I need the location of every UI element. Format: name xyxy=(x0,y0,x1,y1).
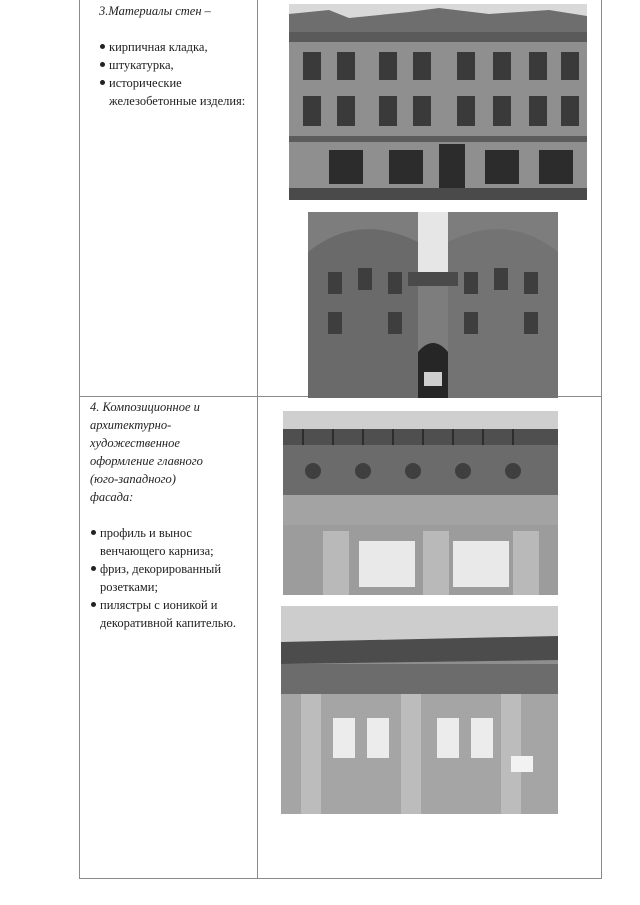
list-item: фриз, декорированный розетками; xyxy=(90,560,250,596)
photo-facade-pilasters xyxy=(281,606,558,814)
section4-heading-line: оформление главного xyxy=(90,454,203,468)
section3-heading: 3.Материалы стен – xyxy=(99,4,211,18)
list-item: кирпичная кладка, xyxy=(99,38,249,56)
section4-heading-line: художественное xyxy=(90,436,180,450)
list-item: пилястры с ионикой и декоративной капителью. xyxy=(90,596,250,632)
section4-heading-line: 4. Композиционное и xyxy=(90,400,200,414)
section3-list xyxy=(99,38,249,110)
list-item: штукатурка, xyxy=(99,56,249,74)
list-item: исторические железобетонные изделия: xyxy=(99,74,249,110)
photo-cornice-detail xyxy=(283,411,558,595)
section4-heading-line: фасада: xyxy=(90,490,134,504)
section4-heading-line: архитектурно- xyxy=(90,418,172,432)
list-item: профиль и вынос венчающего карниза; xyxy=(90,524,250,560)
section3-text xyxy=(99,2,249,110)
section4-heading-line: (юго-западного) xyxy=(90,472,176,486)
column-divider xyxy=(257,0,258,878)
section4-list xyxy=(90,524,250,632)
photo-street-facade xyxy=(289,4,587,200)
photo-courtyard xyxy=(308,212,558,398)
section4-text xyxy=(90,398,250,632)
